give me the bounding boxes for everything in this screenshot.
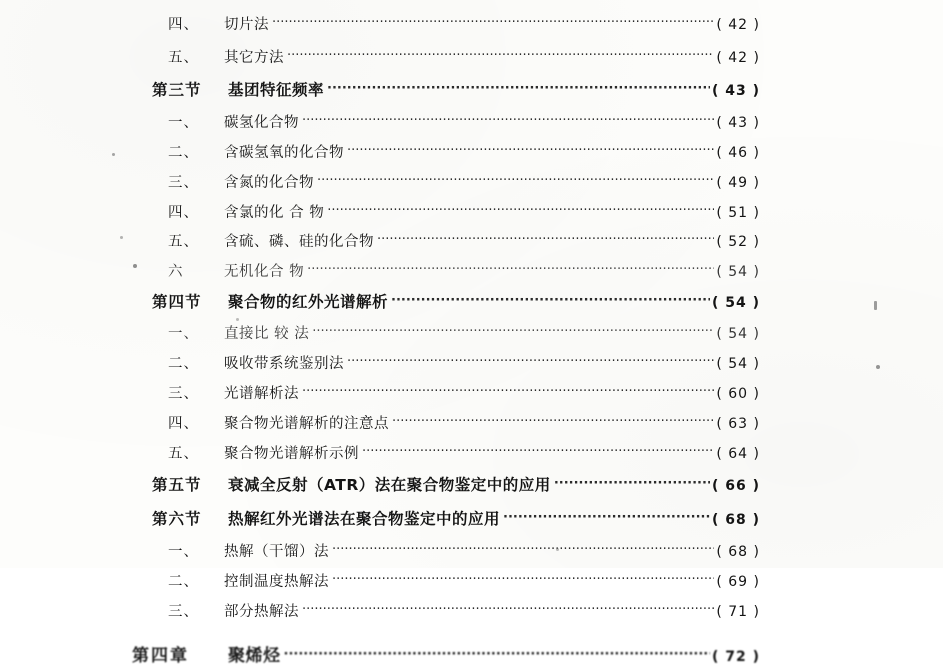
toc-entry-page: ( 51 ) (716, 205, 760, 221)
toc-entry-page: ( 54 ) (716, 356, 760, 372)
toc-leader-dots (302, 603, 714, 616)
toc-entry-number: 第四节 (152, 293, 202, 311)
toc-entry-number: 三、 (168, 386, 199, 402)
toc-entry-number: 二、 (168, 356, 199, 372)
toc-entry (132, 648, 760, 665)
scan-speck (874, 301, 877, 310)
toc-entry-title: 衰减全反射（ATR）法在聚合物鉴定中的应用 (228, 476, 551, 494)
toc-entry-page: ( 72 ) (711, 649, 760, 665)
toc-entry-number: 二、 (168, 574, 199, 590)
toc-entry-number: 二、 (168, 145, 199, 161)
toc-entry (168, 206, 760, 221)
scan-speck (876, 365, 880, 369)
toc-entry-page: ( 54 ) (716, 264, 760, 280)
toc-entry (168, 235, 760, 250)
toc-leader-dots (302, 385, 714, 398)
toc-entry (168, 116, 760, 131)
toc-entry-page: ( 69 ) (716, 574, 760, 590)
scan-speck (236, 318, 239, 321)
toc-entry-page: ( 68 ) (711, 512, 760, 528)
toc-entry-title: 其它方法 (224, 50, 284, 66)
toc-entry-number: 三、 (168, 604, 199, 620)
toc-entry-title: 聚合物光谱解析的注意点 (224, 416, 389, 432)
toc-entry-title: 含硫、磷、硅的化合物 (224, 234, 374, 250)
toc-entry-page: ( 54 ) (716, 326, 760, 342)
toc-entry-title: 吸收带系统鉴别法 (224, 356, 344, 372)
toc-leader-dots (332, 543, 714, 556)
scan-speck (556, 548, 559, 551)
toc-entry-number: 第五节 (152, 476, 202, 494)
toc-entry (168, 575, 760, 590)
toc-entry (168, 51, 760, 66)
toc-entry-page: ( 42 ) (716, 17, 760, 33)
toc-entry-number: 四、 (168, 416, 199, 432)
toc-entry-number: 一、 (168, 115, 199, 131)
toc-entry-number: 一、 (168, 544, 199, 560)
toc-entry (168, 447, 760, 462)
toc-entry-title: 光谱解析法 (224, 386, 299, 402)
toc-leader-dots (307, 263, 714, 276)
toc-entry-number: 四、 (168, 205, 199, 221)
toc-entry (152, 295, 760, 311)
toc-entry-page: ( 66 ) (711, 478, 760, 494)
toc-entry-number: 第六节 (152, 510, 202, 528)
toc-entry-number: 五、 (168, 446, 199, 462)
toc-leader-dots (392, 415, 714, 428)
toc-leader-dots (327, 204, 714, 217)
toc-entry-title: 切片法 (224, 17, 269, 33)
toc-entry (168, 265, 760, 280)
toc-entry-title: 基团特征频率 (228, 81, 325, 99)
toc-entry-page: ( 54 ) (711, 295, 760, 311)
toc-entry (152, 83, 760, 99)
toc-leader-dots (391, 294, 710, 307)
toc-entry-page: ( 60 ) (716, 386, 760, 402)
toc-entry-page: ( 64 ) (716, 446, 760, 462)
toc-leader-dots (317, 174, 714, 187)
scan-speck (120, 236, 123, 239)
toc-entry-title: 热解红外光谱法在聚合物鉴定中的应用 (228, 510, 501, 528)
scan-speck (133, 264, 137, 268)
toc-leader-dots (284, 648, 710, 661)
toc-entry-page: ( 43 ) (716, 115, 760, 131)
toc-entry (168, 176, 760, 191)
toc-entry (152, 478, 760, 494)
toc-entry-page: ( 63 ) (716, 416, 760, 432)
toc-entry-title: 碳氢化合物 (224, 115, 299, 131)
toc-entry-title: 含碳氢氧的化合物 (224, 145, 344, 161)
toc-entry-number: 第四章 (132, 646, 189, 666)
toc-entry-title: 热解（干馏）法 (224, 544, 329, 560)
toc-entry-title: 控制温度热解法 (224, 574, 329, 590)
toc-entry-number: 一、 (168, 326, 199, 342)
toc-entry-page: ( 42 ) (716, 50, 760, 66)
toc-leader-dots (312, 325, 714, 338)
toc-leader-dots (302, 114, 714, 127)
toc-entry-title: 含氯的化 合 物 (224, 205, 325, 221)
toc-entry-page: ( 49 ) (716, 175, 760, 191)
toc-entry (168, 146, 760, 161)
toc-entry-number: 五、 (168, 234, 199, 250)
toc-entry-number: 第三节 (152, 81, 202, 99)
toc-leader-dots (332, 573, 714, 586)
toc-entry (168, 327, 760, 342)
toc-entry-number: 四、 (168, 17, 199, 33)
toc-entry (152, 512, 760, 528)
toc-entry-page: ( 52 ) (716, 234, 760, 250)
scan-speck (112, 153, 115, 156)
toc-entry-number: 六 (168, 264, 184, 280)
toc-entry-title: 无机化合 物 (224, 264, 305, 280)
toc-entry-title: 聚合物的红外光谱解析 (228, 293, 389, 311)
toc-entry-page: ( 43 ) (711, 83, 760, 99)
toc-entry (168, 417, 760, 432)
toc-entry-number: 三、 (168, 175, 199, 191)
toc-leader-dots (503, 511, 710, 524)
toc-leader-dots (347, 144, 714, 157)
toc-entry-title: 含氮的化合物 (224, 175, 314, 191)
toc-entry-page: ( 71 ) (716, 604, 760, 620)
toc-entry (168, 18, 760, 33)
toc-leader-dots (272, 16, 714, 29)
toc-leader-dots (287, 49, 714, 62)
toc-entry-number: 五、 (168, 50, 199, 66)
toc-entry (168, 387, 760, 402)
toc-leader-dots (347, 355, 714, 368)
toc-entry (168, 605, 760, 620)
toc-entry-page: ( 68 ) (716, 544, 760, 560)
toc-entry-title: 聚合物光谱解析示例 (224, 446, 359, 462)
toc-leader-dots (554, 477, 710, 490)
toc-entry (168, 357, 760, 372)
toc-entry-title: 聚烯烃 (228, 646, 281, 666)
toc-entry-title: 直接比 较 法 (224, 326, 310, 342)
toc-leader-dots (327, 82, 710, 95)
toc-entry-page: ( 46 ) (716, 145, 760, 161)
toc-leader-dots (362, 445, 714, 458)
toc-entry (168, 545, 760, 560)
toc-leader-dots (377, 233, 714, 246)
toc-entry-title: 部分热解法 (224, 604, 299, 620)
